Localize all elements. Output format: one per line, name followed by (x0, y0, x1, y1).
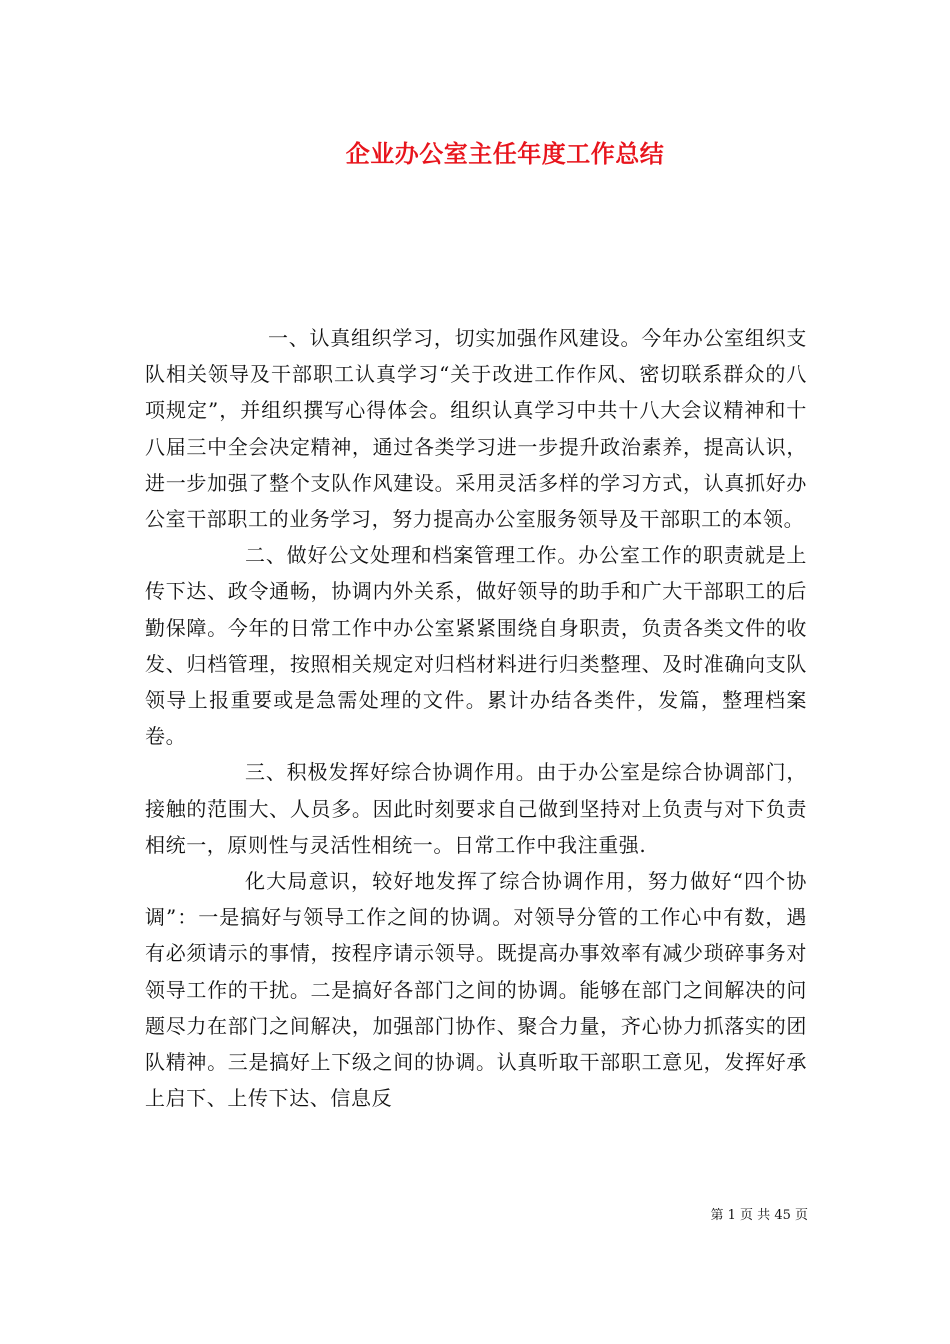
document-title: 企业办公室主任年度工作总结 (345, 139, 665, 168)
paragraph-4: 化大局意识，较好地发挥了综合协调作用，努力做好“四个协调”：一是搞好与领导工作之间的协调。对领导分管的工作心中有数，遇有必须请示的事情，按程序请示领导。既提高办事效率有减少琐碎事务对领导工作的干扰。二是搞好各部门之间的协调。能够在部门之间解决的问题尽力在部门之间解决，加强部门协作、聚合力量，齐心协力抓落实的团队精神。三是搞好上下级之间的协调。认真听取干部职工意见，发挥好承上启下、上传下达、信息反 (145, 869, 807, 1111)
paragraph-3: 三、积极发挥好综合协调作用。由于办公室是综合协调部门，接触的范围大、人员多。因此时刻要求自己做到坚持对上负责与对下负责相统一，原则性与灵活性相统一。日常工作中我注重强. (145, 760, 807, 857)
paragraph-2: 二、做好公文处理和档案管理工作。办公室工作的职责就是上传下达、政令通畅，协调内外关系，做好领导的助手和广大干部职工的后勤保障。今年的日常工作中办公室紧紧围绕自身职责，负责各类文件的收发、归档管理，按照相关规定对归档材料进行归类整理、及时准确向支队领导上报重要或是急需处理的文件。累计办结各类件，发篇，整理档案卷。 (145, 543, 807, 749)
page-number: 第 1 页 共 45 页 (710, 1208, 808, 1223)
document-body (145, 320, 807, 1116)
paragraph-1: 一、认真组织学习，切实加强作风建设。今年办公室组织支队相关领导及干部职工认真学习“关于改进工作作风、密切联系群众的八项规定”，并组织撰写心得体会。组织认真学习中共十八大会议精神和十八届三中全会决定精神，通过各类学习进一步提升政治素养，提高认识，进一步加强了整个支队作风建设。采用灵活多样的学习方式，认真抓好办公室干部职工的业务学习，努力提高办公室服务领导及干部职工的本领。 (145, 326, 807, 532)
